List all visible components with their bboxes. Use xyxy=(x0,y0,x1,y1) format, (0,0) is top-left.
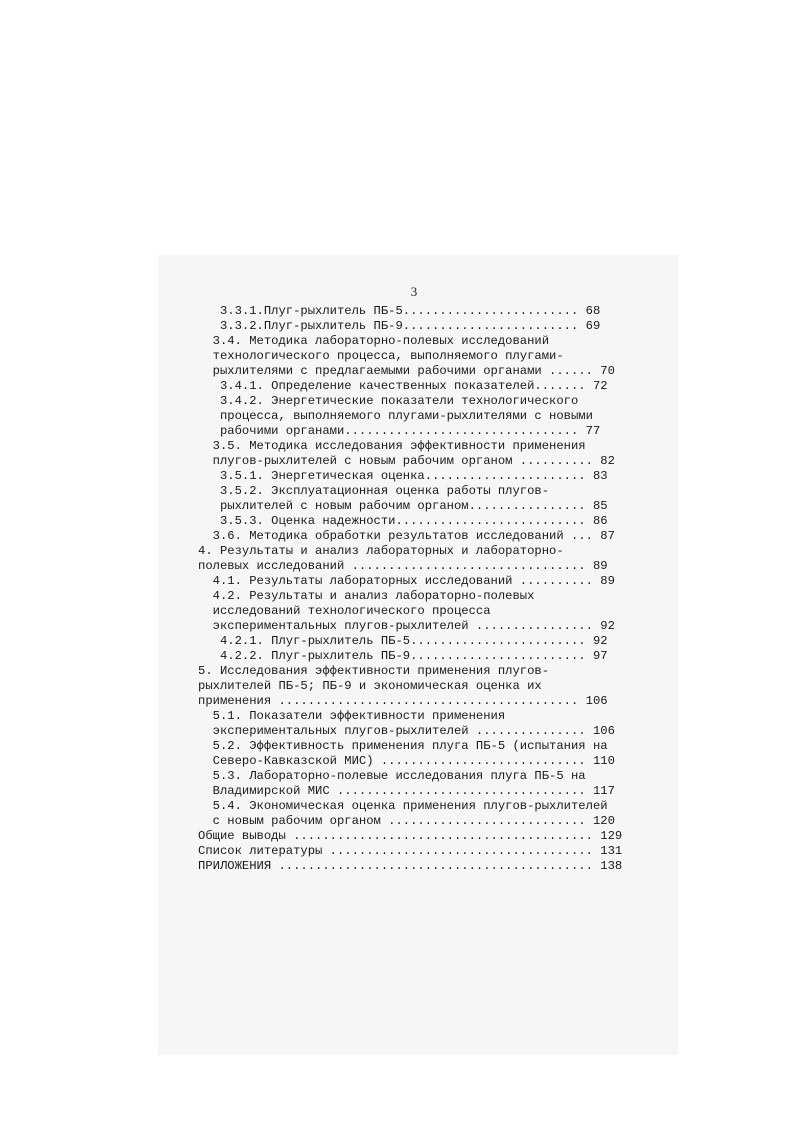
toc-entry: 3.4. Методика лабораторно-полевых исследований xyxy=(198,334,550,348)
toc-entry: 4.2.2. Плуг-рыхлитель ПБ-9........................ 97 xyxy=(198,649,608,663)
toc-entry: рыхлителями с предлагаемыми рабочими органами ...... 70 xyxy=(198,364,615,378)
toc-entry: полевых исследований ................................ 89 xyxy=(198,559,608,573)
toc-entry: 5. Исследования эффективности применения плугов- xyxy=(198,664,550,678)
toc-entry: исследований технологического процесса xyxy=(198,604,491,618)
toc-entry: процесса, выполняемого плугами-рыхлителями с новыми xyxy=(198,409,593,423)
toc-entry: 4.1. Результаты лабораторных исследований .......... 89 xyxy=(198,574,615,588)
toc-entry: технологического процесса, выполняемого плугами- xyxy=(198,349,564,363)
toc-entry: 3.5. Методика исследования эффективности применения xyxy=(198,439,586,453)
toc-entry: Список литературы .................................... 131 xyxy=(198,844,623,858)
toc-entry: 5.2. Эффективность применения плуга ПБ-5 (испытания на xyxy=(198,739,608,753)
toc-entry: Северо-Кавказской МИС) ............................ 110 xyxy=(198,754,615,768)
toc-entry: 4. Результаты и анализ лабораторных и лабораторно- xyxy=(198,544,564,558)
toc-entry: применения ......................................... 106 xyxy=(198,694,608,708)
toc-entry: плугов-рыхлителей с новым рабочим органом .......... 82 xyxy=(198,454,615,468)
toc-entry: экспериментальных плугов-рыхлителей ................ 92 xyxy=(198,619,615,633)
toc-entry: рабочими органами................................ 77 xyxy=(198,424,601,438)
toc-entry: 4.2. Результаты и анализ лабораторно-полевых xyxy=(198,589,535,603)
toc-entry: 4.2.1. Плуг-рыхлитель ПБ-5........................ 92 xyxy=(198,634,608,648)
toc-entry: 3.5.1. Энергетическая оценка...................... 83 xyxy=(198,469,608,483)
toc-entry: Владимирской МИС .................................. 117 xyxy=(198,784,615,798)
toc-entry: 3.5.3. Оценка надежности.......................... 86 xyxy=(198,514,608,528)
toc-entry: 3.4.2. Энергетические показатели технологического xyxy=(198,394,579,408)
toc-entry: рыхлителей ПБ-5; ПБ-9 и экономическая оценка их xyxy=(198,679,542,693)
toc-entry: 5.3. Лабораторно-полевые исследования плуга ПБ-5 на xyxy=(198,769,586,783)
toc-entry: экспериментальных плугов-рыхлителей ............... 106 xyxy=(198,724,615,738)
toc-entry: Общие выводы ......................................... 129 xyxy=(198,829,623,843)
toc-entry: 3.3.1.Плуг-рыхлитель ПБ-5........................ 68 xyxy=(198,304,601,318)
toc-entry: 3.3.2.Плуг-рыхлитель ПБ-9........................ 69 xyxy=(198,319,601,333)
toc-entry: ПРИЛОЖЕНИЯ ........................................... 138 xyxy=(198,859,623,873)
toc-entry: 3.6. Методика обработки результатов исследований ... 87 xyxy=(198,529,615,543)
toc-entry: с новым рабочим органом ........................... 120 xyxy=(198,814,615,828)
toc-entry: 5.4. Экономическая оценка применения плугов-рыхлителей xyxy=(198,799,608,813)
toc-entry: рыхлителей с новым рабочим органом................ 85 xyxy=(198,499,608,513)
toc-entry: 5.1. Показатели эффективности применения xyxy=(198,709,506,723)
page-number: 3 xyxy=(410,284,418,299)
toc-entry: 3.5.2. Эксплуатационная оценка работы плугов- xyxy=(198,484,550,498)
toc-entry: 3.4.1. Определение качественных показателей....... 72 xyxy=(198,379,608,393)
table-of-contents xyxy=(198,304,638,874)
